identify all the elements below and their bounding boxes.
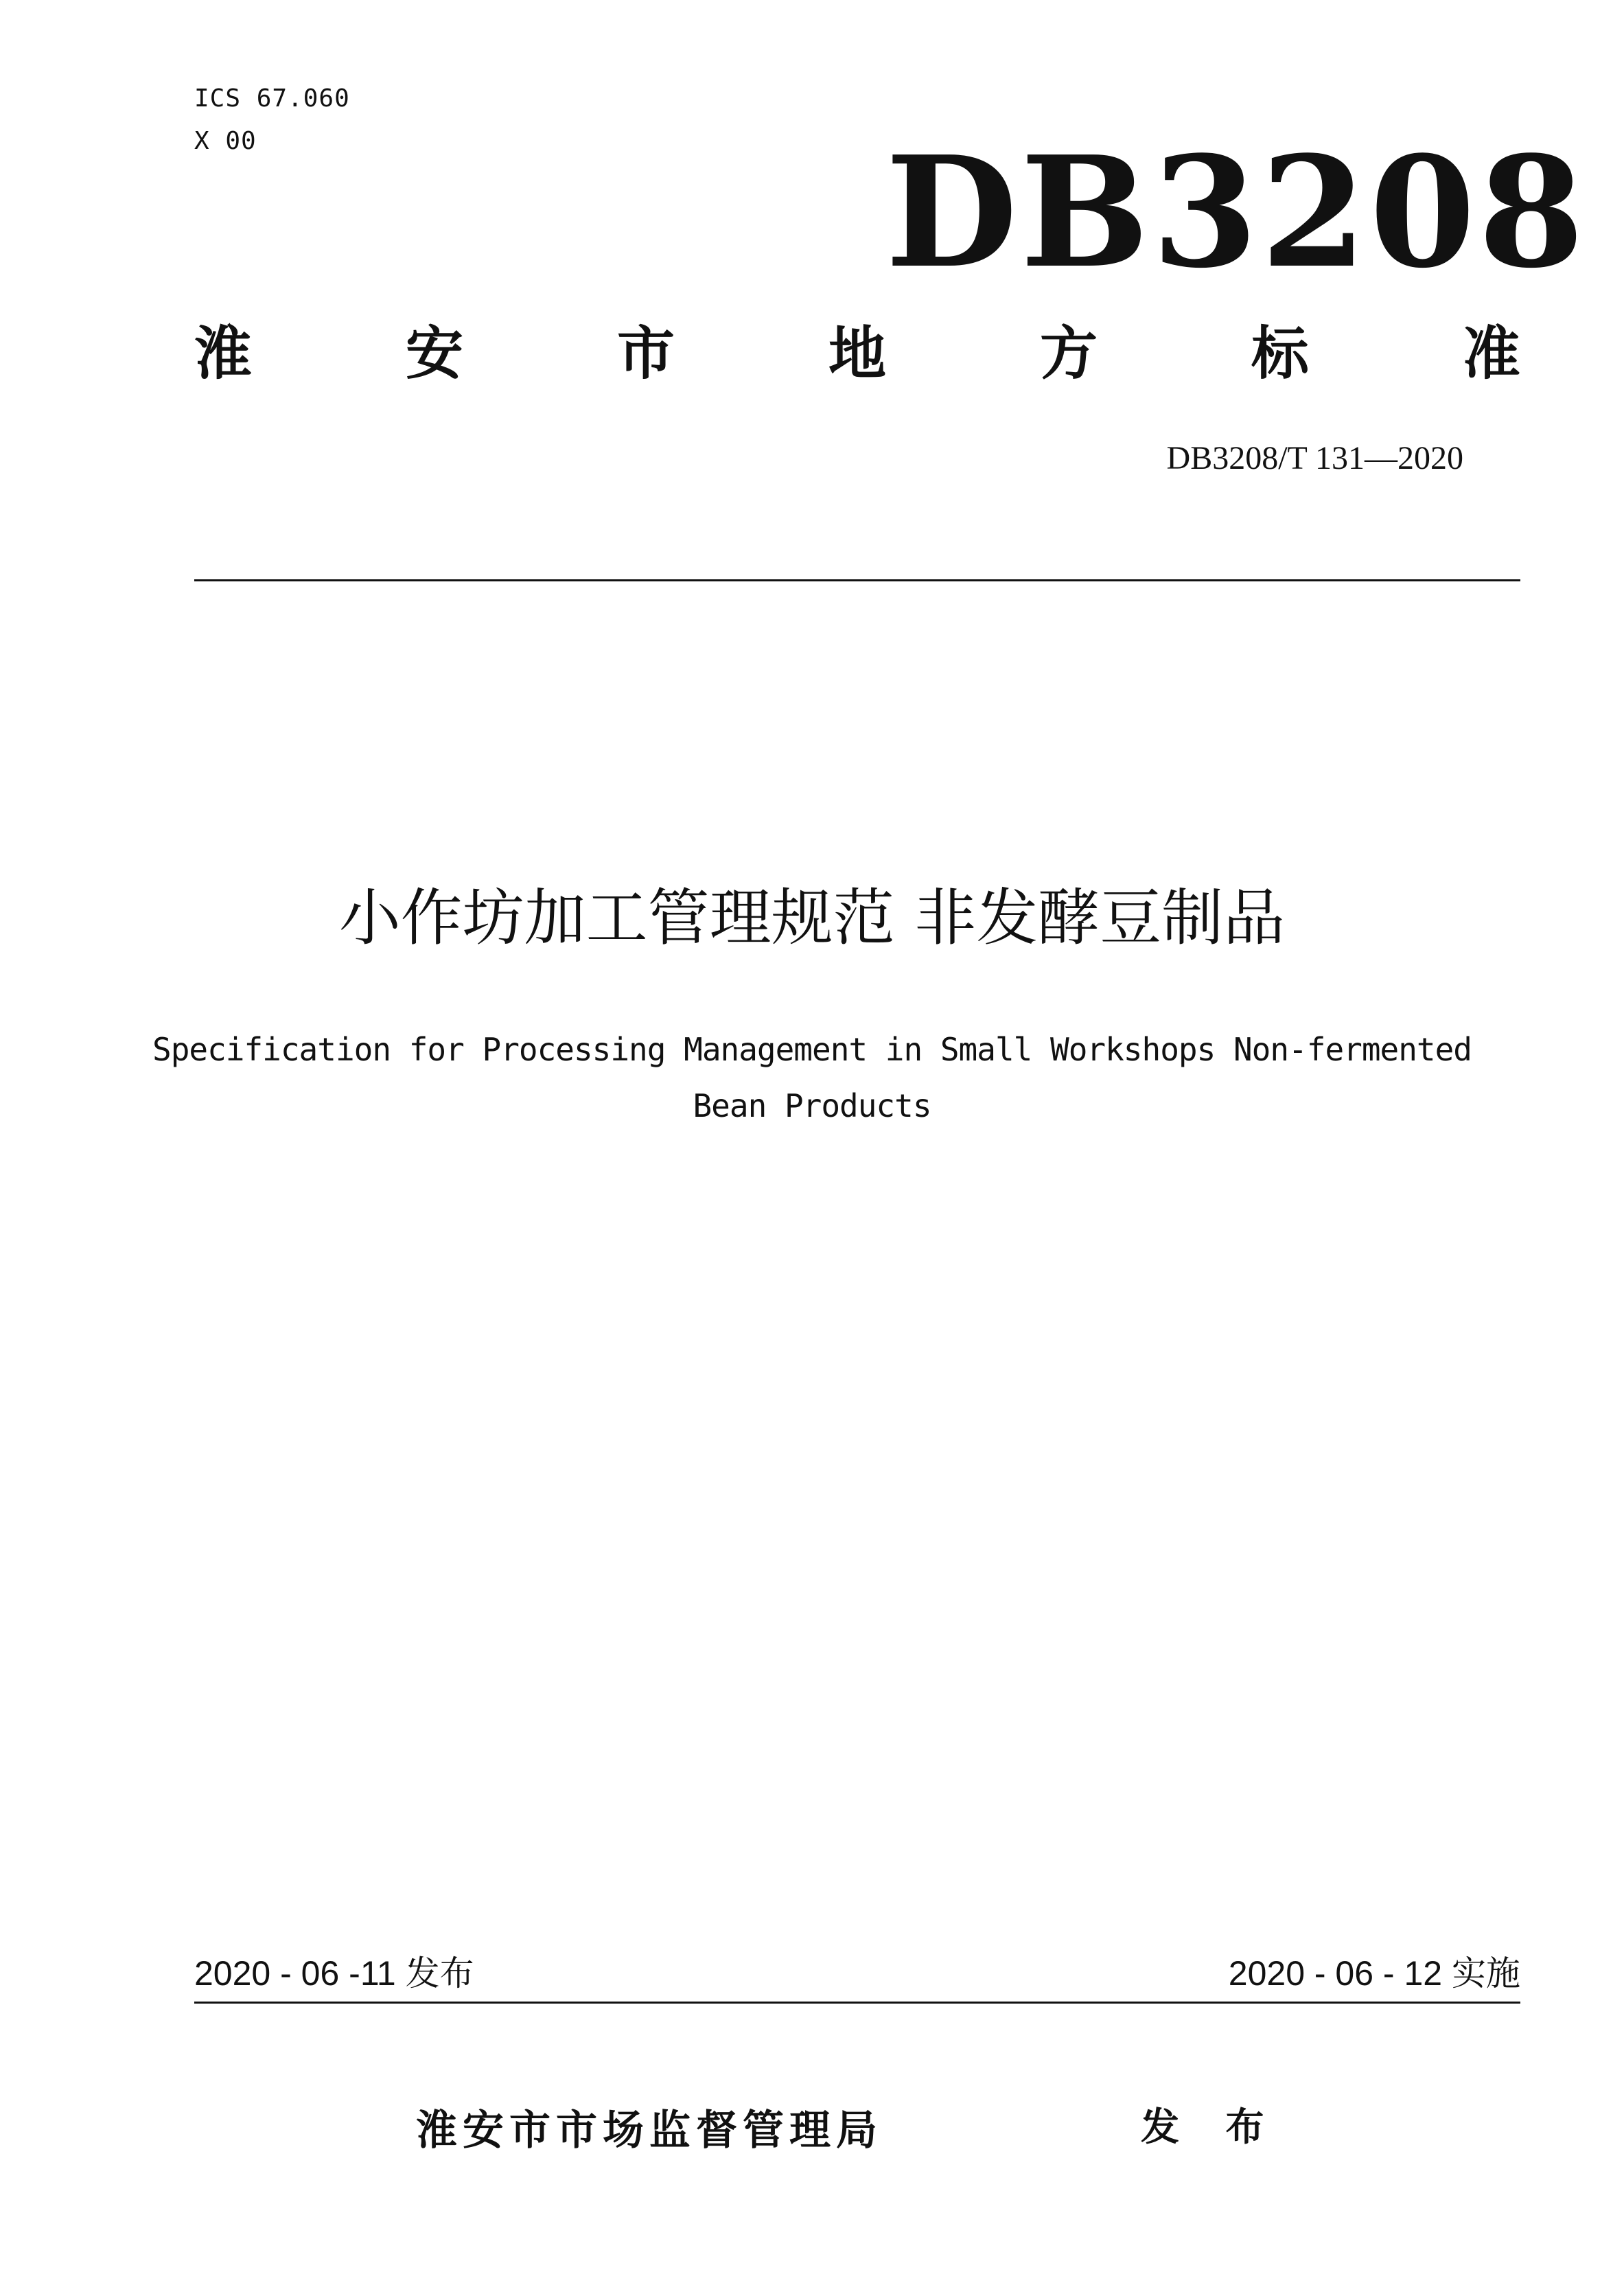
header-divider <box>194 579 1520 581</box>
standard-type-char: 安 <box>405 320 463 387</box>
date-row <box>194 1951 1520 1999</box>
standard-type-char: 市 <box>616 320 675 387</box>
classification-code: X 00 <box>194 127 257 155</box>
chinese-title: 小作坊加工管理规范 非发酵豆制品 <box>338 882 1286 954</box>
footer-divider <box>194 2002 1520 2004</box>
standard-type-char: 方 <box>1039 320 1098 387</box>
issue-date: 2020 - 06 -11 发布 <box>194 1954 474 1993</box>
standard-type-char: 地 <box>828 320 886 387</box>
publisher-name: 淮安市市场监督管理局 <box>416 2107 883 2155</box>
ics-code: ICS 67.060 <box>194 84 350 113</box>
standard-type-char: 准 <box>1462 320 1520 387</box>
implementation-date: 2020 - 06 - 12 实施 <box>1228 1954 1520 1993</box>
standard-type-char: 淮 <box>194 320 253 387</box>
english-title-line: Bean Products <box>693 1087 931 1124</box>
standard-logo: DB3208 <box>885 124 1588 302</box>
standard-number: DB3208/T 131—2020 <box>1166 440 1463 476</box>
publish-label: 发 布 <box>1141 2105 1281 2150</box>
standard-type-char: 标 <box>1251 320 1309 387</box>
standard-type-heading <box>194 316 1520 391</box>
english-title-line: Specification for Processing Management in Small Workshops Non-fermented <box>152 1031 1472 1068</box>
english-title <box>137 1021 1487 1134</box>
